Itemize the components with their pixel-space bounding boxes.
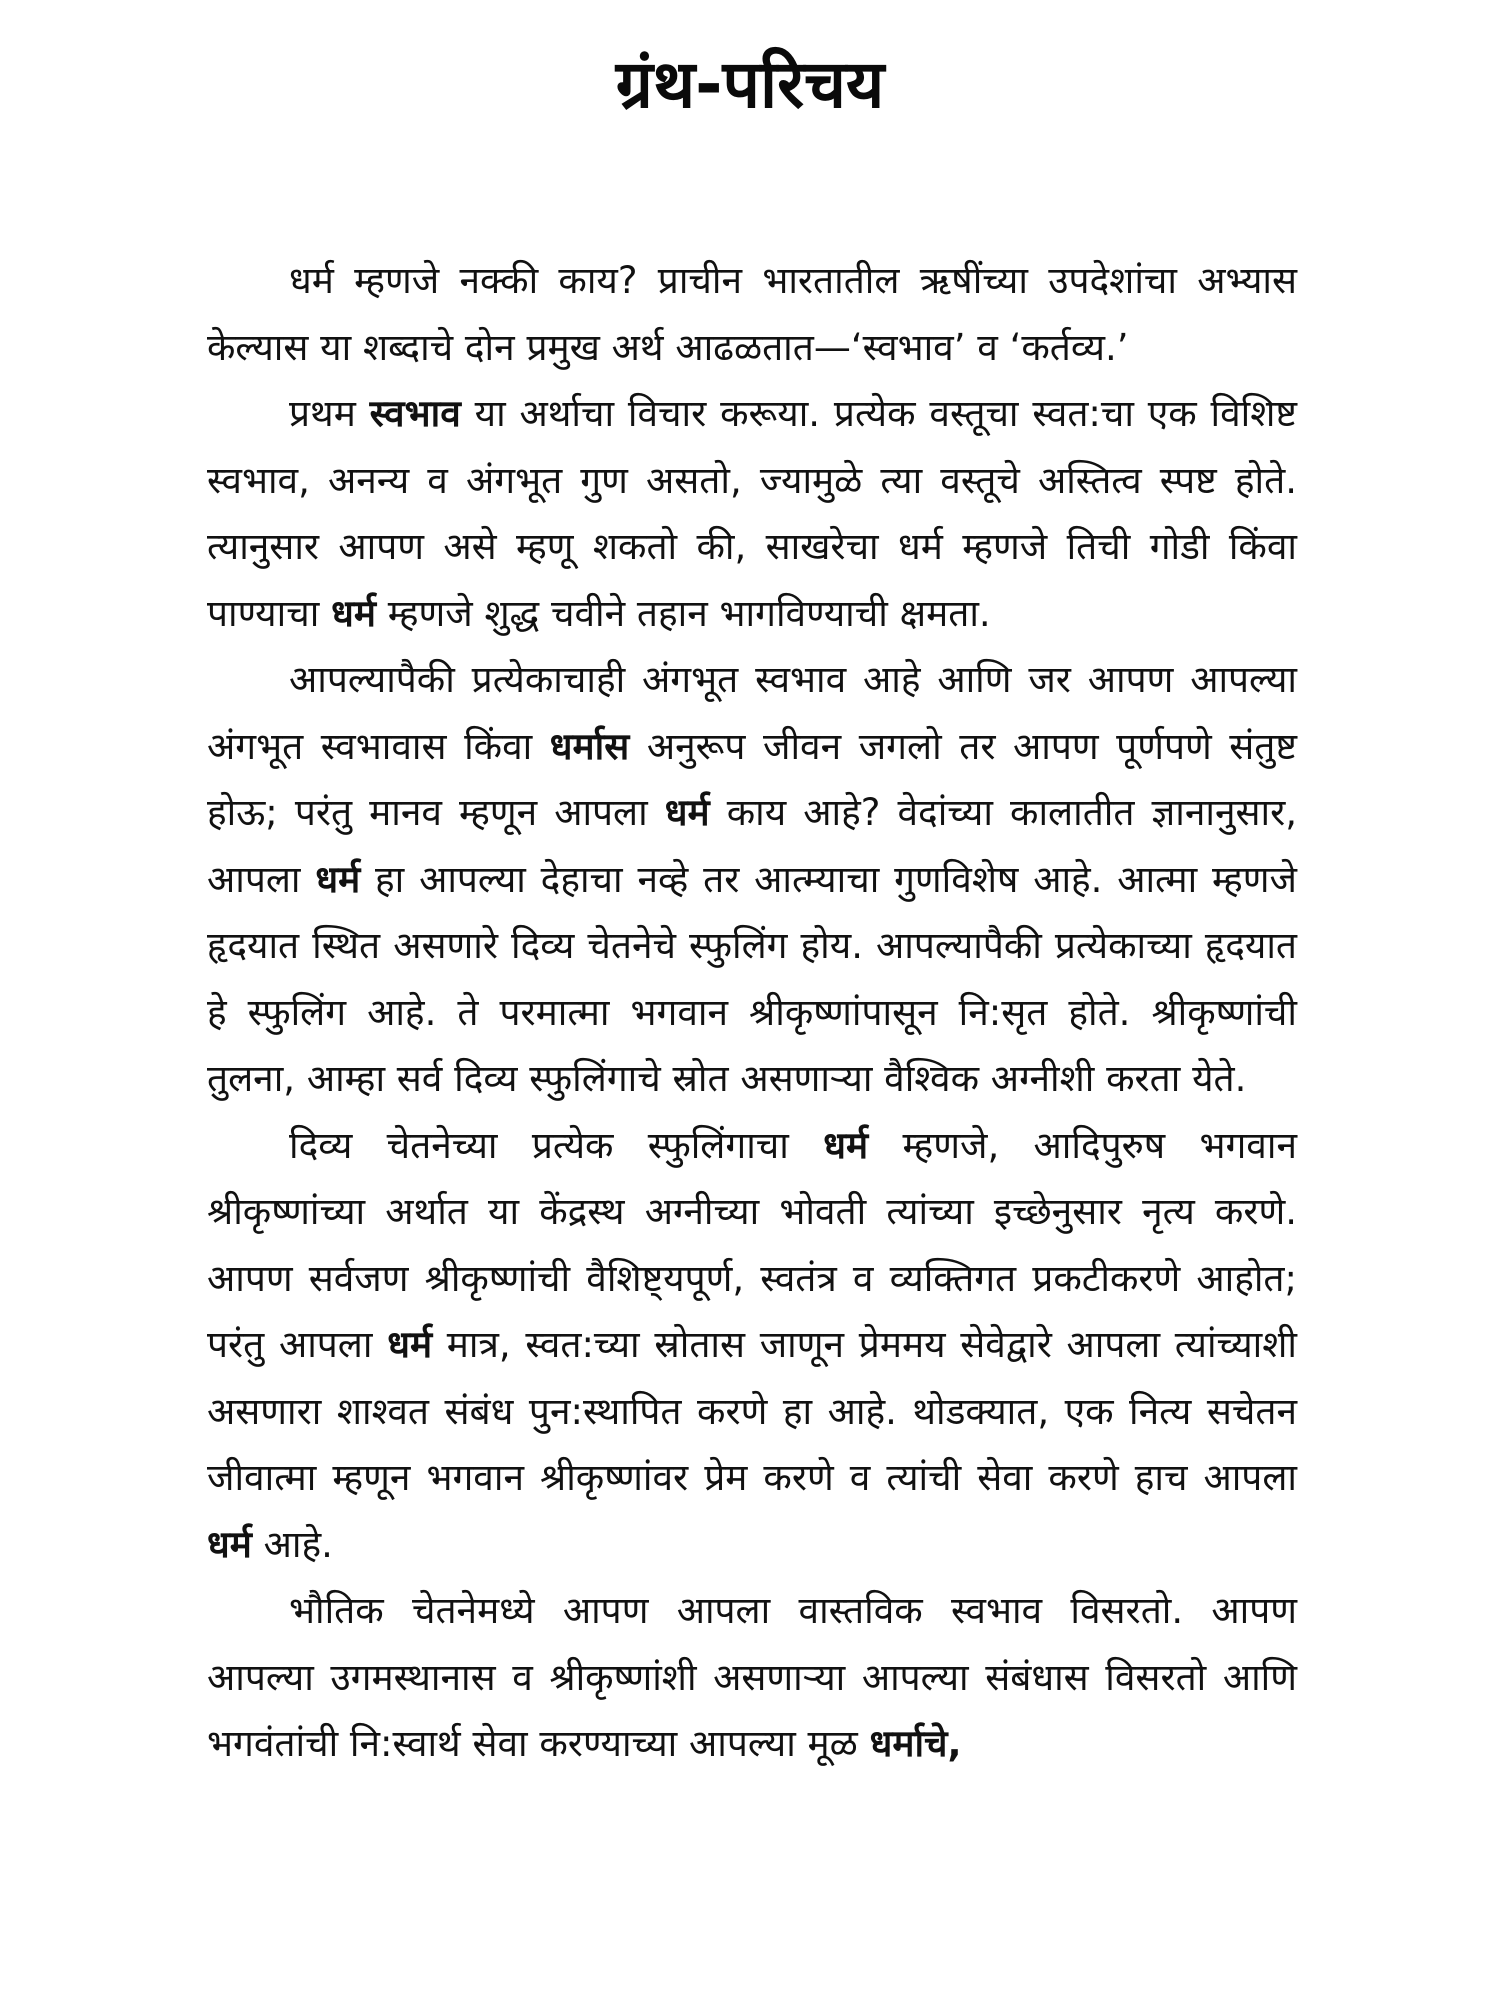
paragraph bbox=[207, 1113, 1297, 1579]
bold-term: धर्म bbox=[315, 857, 361, 901]
bold-term: धर्म bbox=[331, 591, 376, 635]
bold-term: धर्मास bbox=[549, 724, 630, 768]
text-run: आपल्यापैकी प्रत्येकाचाही अंगभूत स्वभाव आहे आणि जर आपण आपल्या अंगभूत स्वभावास किंवा bbox=[207, 658, 1297, 768]
paragraph bbox=[207, 1578, 1297, 1778]
text-run: आहे. bbox=[251, 1522, 333, 1566]
body-text bbox=[207, 248, 1297, 1778]
text-run: अनुरूप जीवन जगलो तर आपण पूर्णपणे संतुष्ट होऊ; परंतु मानव म्हणून आपला bbox=[207, 724, 1297, 834]
text-run: हा आपल्या देहाचा नव्हे तर आत्म्याचा गुणविशेष आहे. आत्मा म्हणजे हृदयात स्थित असणारे दिव्य चेतनेचे स्फुलिंग होय. आपल्यापैकी प्रत्येकाच्या हृदयात हे स्फुलिंग आहे. ते परमात्मा भगवान श्रीकृष्णांपासून नि:सृत होते. श्रीकृष्णांची तुलना, आम्हा सर्व दिव्य स्फुलिंगाचे स्रोत असणाऱ्या वैश्विक अग्नीशी करता येते. bbox=[207, 857, 1297, 1100]
text-run: भौतिक चेतनेमध्ये आपण आपला वास्तविक स्वभाव विसरतो. आपण आपल्या उगमस्थानास व श्रीकृष्णांशी असणाऱ्या आपल्या संबंधास विसरतो आणि भगवंतांची नि:स्वार्थ सेवा करण्याच्या आपल्या मूळ bbox=[207, 1589, 1297, 1765]
text-run: धर्म म्हणजे नक्की काय? प्राचीन भारतातील ऋषींच्या उपदेशांचा अभ्यास केल्यास या शब्दाचे दोन प्रमुख अर्थ आढळतात—‘स्वभाव’ व ‘कर्तव्य.’ bbox=[207, 259, 1297, 369]
paragraph bbox=[207, 647, 1297, 1113]
paragraph bbox=[207, 381, 1297, 647]
text-run: म्हणजे, आदिपुरुष भगवान श्रीकृष्णांच्या अर्थात या केंद्रस्थ अग्नीच्या भोवती त्यांच्या इच्छेनुसार नृत्य करणे. आपण सर्वजण श्रीकृष्णांची वैशिष्ट्यपूर्ण, स्वतंत्र व व्यक्तिगत प्रकटीकरणे आहोत; परंतु आपला bbox=[207, 1123, 1297, 1366]
bold-term: धर्म bbox=[664, 791, 710, 834]
paragraph bbox=[207, 248, 1297, 381]
text-run: या अर्थाचा विचार करूया. प्रत्येक वस्तूचा स्वत:चा एक विशिष्ट स्वभाव, अनन्य व अंगभूत गुण असतो, ज्यामुळे त्या वस्तूचे अस्तित्व स्पष्ट होते. त्यानुसार आपण असे म्हणू शकतो की, साखरेचा धर्म म्हणजे तिची गोडी किंवा पाण्याचा bbox=[207, 392, 1297, 635]
text-run: काय आहे? वेदांच्या कालातीत ज्ञानानुसार, आपला bbox=[207, 791, 1297, 901]
bold-term: धर्माचे, bbox=[869, 1722, 962, 1765]
page-title: ग्रंथ-परिचय bbox=[615, 46, 885, 123]
text-run: प्रथम bbox=[289, 392, 370, 435]
text-run: म्हणजे शुद्ध चवीने तहान भागविण्याची क्षमता. bbox=[375, 591, 991, 635]
bold-term: धर्म bbox=[207, 1522, 252, 1566]
bold-term: धर्म bbox=[387, 1323, 433, 1366]
text-run: दिव्य चेतनेच्या प्रत्येक स्फुलिंगाचा bbox=[289, 1123, 824, 1167]
bold-term: धर्म bbox=[823, 1123, 869, 1167]
bold-term: स्वभाव bbox=[369, 392, 461, 435]
text-run: मात्र, स्वत:च्या स्रोतास जाणून प्रेममय सेवेद्वारे आपला त्यांच्याशी असणारा शाश्वत संबंध पुन:स्थापित करणे हा आहे. थोडक्यात, एक नित्य सचेतन जीवात्मा म्हणून भगवान श्रीकृष्णांवर प्रेम करणे व त्यांची सेवा करणे हाच आपला bbox=[207, 1323, 1297, 1499]
